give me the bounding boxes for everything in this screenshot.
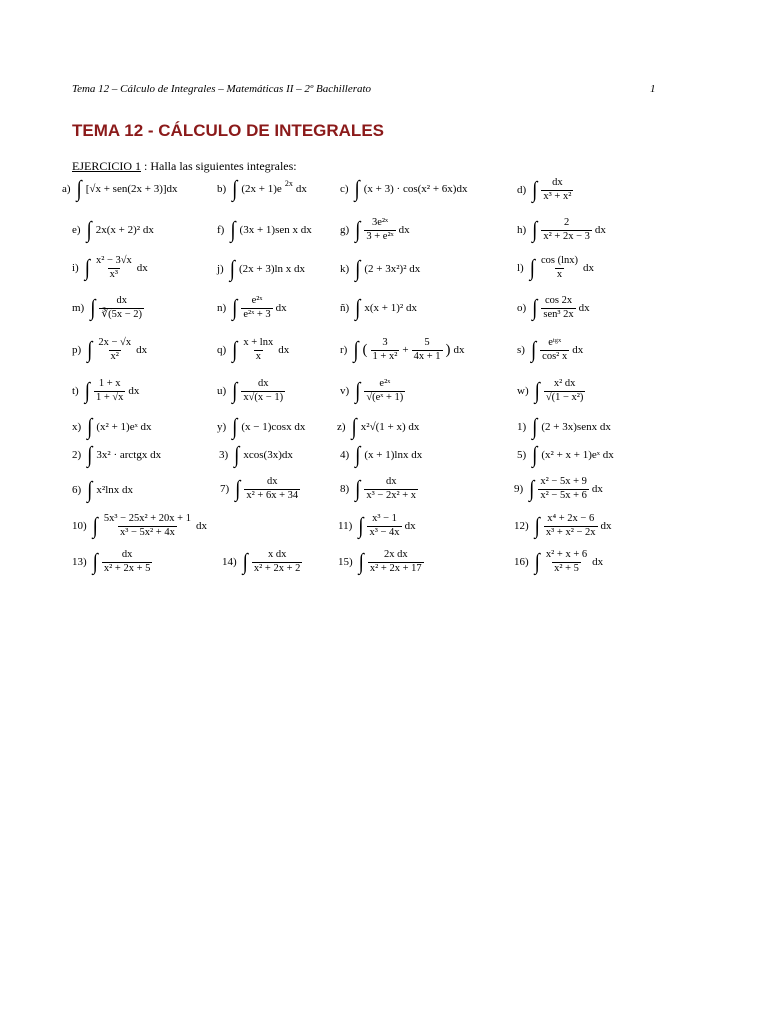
integrand: (2x + 3)ln x dx xyxy=(238,262,306,275)
exercise-item-n xyxy=(217,289,287,327)
numerator: 2x − √x xyxy=(98,337,132,348)
denominator: x² xyxy=(110,350,119,362)
denominator: √(eˣ + 1) xyxy=(366,391,404,403)
fraction xyxy=(539,256,580,280)
exercise-item-5 xyxy=(517,443,614,467)
exercise-item-9 xyxy=(514,471,603,507)
integral-sign: ∫ xyxy=(90,295,96,321)
item-label: o) xyxy=(517,301,527,314)
item-label: l) xyxy=(517,261,524,274)
integrand-tail: dx xyxy=(572,343,584,356)
integral-sign: ∫ xyxy=(534,549,540,575)
exercise-item-2 xyxy=(72,443,161,467)
integral-sign: ∫ xyxy=(76,176,82,202)
integrand: x²√(1 + x) dx xyxy=(360,420,420,433)
paren-open: ( xyxy=(362,341,368,358)
denominator: 4x + 1 xyxy=(413,350,441,362)
integral-sign: ∫ xyxy=(92,513,98,539)
exercise-item-c xyxy=(340,177,467,201)
integrand: (x² + x + 1)eˣ dx xyxy=(541,448,614,461)
denominator: sen³ 2x xyxy=(543,308,574,320)
integral-sign: ∫ xyxy=(355,476,361,502)
denominator: x³ + x² − 2x xyxy=(545,526,596,538)
exercise-item-8 xyxy=(340,471,418,507)
item-label: q) xyxy=(217,343,227,356)
denominator: x xyxy=(255,350,261,362)
denominator: x√(x − 1) xyxy=(243,391,284,403)
item-label: u) xyxy=(217,384,227,397)
item-label: x) xyxy=(72,420,82,433)
numerator: x + lnx xyxy=(243,337,274,348)
integrand-tail: dx xyxy=(594,223,606,236)
item-label: i) xyxy=(72,261,79,274)
exercise-item-h xyxy=(517,212,606,248)
integral-sign: ∫ xyxy=(229,256,235,282)
denominator: e²ˣ + 3 xyxy=(243,308,271,320)
numerator: cos 2x xyxy=(544,295,573,306)
integrand-tail: dx xyxy=(398,223,410,236)
fraction xyxy=(541,218,592,242)
numerator: 2 xyxy=(564,217,570,228)
integrand-tail: dx xyxy=(136,343,148,356)
fraction xyxy=(102,514,193,538)
integrand: [√x + sen(2x + 3)]dx xyxy=(85,182,178,195)
fraction xyxy=(364,379,405,403)
fraction xyxy=(544,379,586,403)
exercise-item-o xyxy=(517,289,590,327)
integral-sign: ∫ xyxy=(232,378,238,404)
integral-sign: ∫ xyxy=(234,442,240,468)
integrand-tail: dx xyxy=(591,482,603,495)
denominator: x³ − 5x² + 4x xyxy=(119,526,175,538)
item-label: y) xyxy=(217,420,227,433)
item-label: p) xyxy=(72,343,82,356)
denominator: x² + 2x − 3 xyxy=(543,230,590,242)
exercise-item-16 xyxy=(514,544,603,580)
denominator: 3 + e²ˣ xyxy=(366,230,394,242)
page-number: 1 xyxy=(650,83,656,95)
numerator: dx xyxy=(385,476,397,487)
integrand-tail: dx xyxy=(592,555,604,568)
item-label: n) xyxy=(217,301,227,314)
item-label: 12) xyxy=(514,519,529,532)
integral-sign: ∫ xyxy=(87,477,93,503)
fraction xyxy=(364,477,418,501)
item-label: 15) xyxy=(338,555,353,568)
exercise-item-3 xyxy=(219,443,293,467)
integrand: (2 + 3x)senx dx xyxy=(541,420,611,433)
numerator: x² dx xyxy=(553,378,576,389)
integral-sign: ∫ xyxy=(532,414,538,440)
integral-sign: ∫ xyxy=(92,549,98,575)
fraction xyxy=(540,338,569,362)
item-label: e) xyxy=(72,223,81,236)
item-label: f) xyxy=(217,223,225,236)
item-label: g) xyxy=(340,223,350,236)
integral-sign: ∫ xyxy=(529,255,535,281)
item-label: 9) xyxy=(514,482,524,495)
integral-sign: ∫ xyxy=(532,217,538,243)
exercise-item-13 xyxy=(72,544,152,580)
exercise-item-m xyxy=(72,289,144,327)
item-label: ñ) xyxy=(340,301,350,314)
integrand: x²lnx dx xyxy=(96,483,133,496)
item-label: 11) xyxy=(338,519,353,532)
integral-sign: ∫ xyxy=(355,256,361,282)
integral-sign: ∫ xyxy=(354,176,360,202)
item-label: k) xyxy=(340,262,350,275)
exercise-item-e xyxy=(72,217,154,243)
exercise-item-i xyxy=(72,250,148,286)
exercise-item-z xyxy=(337,415,419,439)
denominator: x xyxy=(556,268,563,280)
integral-sign: ∫ xyxy=(86,217,92,243)
integrand: (x − 1)cosx dx xyxy=(241,420,306,433)
item-label: 10) xyxy=(72,519,87,532)
integral-sign: ∫ xyxy=(532,442,538,468)
item-label: 13) xyxy=(72,555,87,568)
denominator: √(1 − x²) xyxy=(545,391,584,403)
item-label: 2) xyxy=(72,448,82,461)
integrand: 3x² · arctgx dx xyxy=(96,448,162,461)
fraction xyxy=(367,514,401,538)
exercise-item-k xyxy=(340,256,420,282)
numerator: dx xyxy=(267,476,278,487)
integral-sign: ∫ xyxy=(242,549,248,575)
fraction xyxy=(538,477,589,501)
item-label: d) xyxy=(517,183,527,196)
integrand: (2 + 3x²)² dx xyxy=(364,262,421,275)
exponent: 2x xyxy=(284,179,293,188)
exercise-item-x xyxy=(72,415,152,439)
numerator: x⁴ + 2x − 6 xyxy=(547,513,595,524)
integral-sign: ∫ xyxy=(87,337,93,363)
integrand: (x + 1)lnx dx xyxy=(364,448,423,461)
item-label: t) xyxy=(72,384,79,397)
numerator: dx xyxy=(116,295,127,306)
integral-sign: ∫ xyxy=(355,378,361,404)
item-label: z) xyxy=(337,420,346,433)
exercise-item-f xyxy=(217,217,312,243)
integral-sign: ∫ xyxy=(232,414,238,440)
numerator: dx xyxy=(552,177,563,188)
numerator: 3e²ˣ xyxy=(371,217,389,228)
integrand-tail: dx xyxy=(136,261,148,274)
integrand: x(x + 1)² dx xyxy=(364,301,417,314)
item-label: a) xyxy=(62,182,71,195)
numerator: 1 + x xyxy=(98,378,121,389)
fraction xyxy=(244,477,300,501)
integrand: 2x(x + 2)² dx xyxy=(95,223,154,236)
integral-sign: ∫ xyxy=(235,476,241,502)
integral-sign: ∫ xyxy=(534,513,540,539)
fraction xyxy=(368,550,424,574)
exercise-item-v xyxy=(340,372,405,410)
denominator: cos² x xyxy=(542,350,568,362)
exercise-item-12 xyxy=(514,508,612,544)
fraction xyxy=(412,338,443,362)
exercise-item-nn xyxy=(340,295,417,321)
exercise-item-d xyxy=(517,174,573,206)
integral-sign: ∫ xyxy=(532,295,538,321)
exercise-item-w xyxy=(517,372,585,410)
integral-sign: ∫ xyxy=(232,295,238,321)
denominator: x² + 2x + 17 xyxy=(369,562,422,574)
integrand-tail: dx xyxy=(600,519,612,532)
denominator: x² − 5x + 6 xyxy=(540,489,587,501)
numerator: x² − 3√x xyxy=(95,255,132,266)
denominator: x³ + x² xyxy=(543,190,572,202)
item-label: 1) xyxy=(517,420,527,433)
integrand-tail: dx xyxy=(275,301,287,314)
integral-sign: ∫ xyxy=(84,378,90,404)
numerator: x³ − 1 xyxy=(372,513,397,524)
integral-sign: ∫ xyxy=(351,414,357,440)
numerator: x dx xyxy=(267,549,287,560)
exercise-item-l xyxy=(517,250,594,286)
denominator: x² + 6x + 34 xyxy=(246,489,299,501)
fraction xyxy=(364,218,395,242)
fraction xyxy=(541,178,573,202)
integral-sign: ∫ xyxy=(355,217,361,243)
item-label: s) xyxy=(517,343,525,356)
integrand-tail: dx xyxy=(578,301,590,314)
item-label: j) xyxy=(217,262,224,275)
item-label: 3) xyxy=(219,448,229,461)
integrand-tail: dx xyxy=(128,384,140,397)
fraction xyxy=(541,296,575,320)
numerator: e²ˣ xyxy=(251,295,263,306)
fraction xyxy=(544,550,589,574)
item-label: w) xyxy=(517,384,529,397)
exercise-label: EJERCICIO 1 xyxy=(72,159,141,173)
plus-sign: + xyxy=(402,343,409,356)
integral-sign: ∫ xyxy=(530,337,537,363)
exercise-item-1 xyxy=(517,415,611,439)
exercise-item-r xyxy=(340,331,465,369)
fraction xyxy=(102,550,153,574)
numerator: dx xyxy=(121,549,133,560)
fraction xyxy=(99,296,144,320)
item-label: b) xyxy=(217,182,227,195)
exercise-item-4 xyxy=(340,443,422,467)
fraction xyxy=(96,338,133,362)
item-label: 6) xyxy=(72,483,82,496)
exercise-item-6 xyxy=(72,478,133,502)
denominator: x³ − 4x xyxy=(369,526,400,538)
exercise-item-a xyxy=(62,177,178,201)
integral-sign: ∫ xyxy=(355,295,361,321)
page-header: Tema 12 – Cálculo de Integrales – Matemáticas II – 2º Bachillerato xyxy=(72,83,372,95)
item-label: 14) xyxy=(222,555,237,568)
exercise-item-u xyxy=(217,372,285,410)
numerator: dx xyxy=(257,378,269,389)
integrand: xcos(3x)dx xyxy=(243,448,293,461)
integrand-tail: dx xyxy=(295,182,307,195)
numerator: 2x dx xyxy=(383,549,408,560)
item-label: 4) xyxy=(340,448,350,461)
integral-sign: ∫ xyxy=(353,337,359,363)
integrand-tail: dx xyxy=(195,519,207,532)
numerator: 3 xyxy=(382,337,388,348)
integral-sign: ∫ xyxy=(87,442,93,468)
integrand: (2x + 1)e xyxy=(241,182,282,195)
item-label: 16) xyxy=(514,555,529,568)
item-label: r) xyxy=(340,343,348,356)
integral-sign: ∫ xyxy=(358,513,364,539)
integral-sign: ∫ xyxy=(232,337,238,363)
fraction xyxy=(252,550,303,574)
integral-sign: ∫ xyxy=(529,476,535,502)
integral-sign: ∫ xyxy=(232,176,238,202)
exercise-item-q xyxy=(217,331,289,369)
integral-sign: ∫ xyxy=(87,414,93,440)
integrand-tail: dx xyxy=(453,343,465,356)
denominator: x³ − 2x² + x xyxy=(366,489,417,501)
item-label: h) xyxy=(517,223,527,236)
denominator: x² + 2x + 2 xyxy=(253,562,301,574)
exercise-item-15 xyxy=(338,544,424,580)
numerator: cos (lnx) xyxy=(540,255,578,266)
item-label: 8) xyxy=(340,482,350,495)
fraction xyxy=(94,379,125,403)
fraction xyxy=(94,256,134,280)
exercise-text: : Halla las siguientes integrales: xyxy=(141,159,297,173)
numerator: x² + x + 6 xyxy=(545,549,588,560)
numerator: x² − 5x + 9 xyxy=(540,476,587,487)
fraction xyxy=(241,379,285,403)
integral-sign: ∫ xyxy=(532,177,538,203)
exercise-item-y xyxy=(217,415,305,439)
integral-sign: ∫ xyxy=(355,442,361,468)
exercise-item-g xyxy=(340,212,410,248)
exercise-item-j xyxy=(217,256,305,282)
integral-sign: ∫ xyxy=(84,255,90,281)
integrand-tail: dx xyxy=(278,343,290,356)
integral-sign: ∫ xyxy=(230,217,236,243)
exercise-item-t xyxy=(72,372,139,410)
integrand: (x + 3) · cos(x² + 6x)dx xyxy=(363,182,468,195)
exercise-item-b xyxy=(217,177,307,201)
numerator: 5 xyxy=(424,337,430,348)
item-label: v) xyxy=(340,384,350,397)
integral-sign: ∫ xyxy=(534,378,540,404)
fraction xyxy=(241,296,272,320)
denominator: x² + 5 xyxy=(554,562,579,574)
denominator: x² + 2x + 5 xyxy=(103,562,151,574)
item-label: 5) xyxy=(517,448,527,461)
numerator: eᵗᵍˣ xyxy=(548,337,562,348)
integral-sign: ∫ xyxy=(358,549,364,575)
exercise-item-14 xyxy=(222,544,302,580)
fraction xyxy=(241,338,275,362)
denominator: 1 + √x xyxy=(95,391,124,403)
fraction xyxy=(544,514,598,538)
exercise-item-p xyxy=(72,331,147,369)
integrand-tail: dx xyxy=(404,519,416,532)
denominator: ∛(5x − 2) xyxy=(101,308,143,320)
integrand: (x² + 1)eˣ dx xyxy=(96,420,152,433)
numerator: e²ˣ xyxy=(379,378,391,389)
page-title: TEMA 12 - CÁLCULO DE INTEGRALES xyxy=(72,121,384,140)
denominator: x³ xyxy=(109,268,119,280)
denominator: 1 + x² xyxy=(372,350,398,362)
paren-close: ) xyxy=(445,341,451,358)
item-label: m) xyxy=(72,301,85,314)
exercise-item-10 xyxy=(72,508,207,544)
integrand-tail: dx xyxy=(583,261,594,274)
exercise-heading xyxy=(72,159,297,174)
item-label: 7) xyxy=(220,482,230,495)
exercise-item-7 xyxy=(220,471,300,507)
item-label: c) xyxy=(340,182,349,195)
numerator: 5x³ − 25x² + 20x + 1 xyxy=(103,513,191,524)
exercise-item-11 xyxy=(338,508,416,544)
fraction xyxy=(371,338,400,362)
exercise-item-s xyxy=(517,331,583,369)
integrand: (3x + 1)sen x dx xyxy=(239,223,312,236)
